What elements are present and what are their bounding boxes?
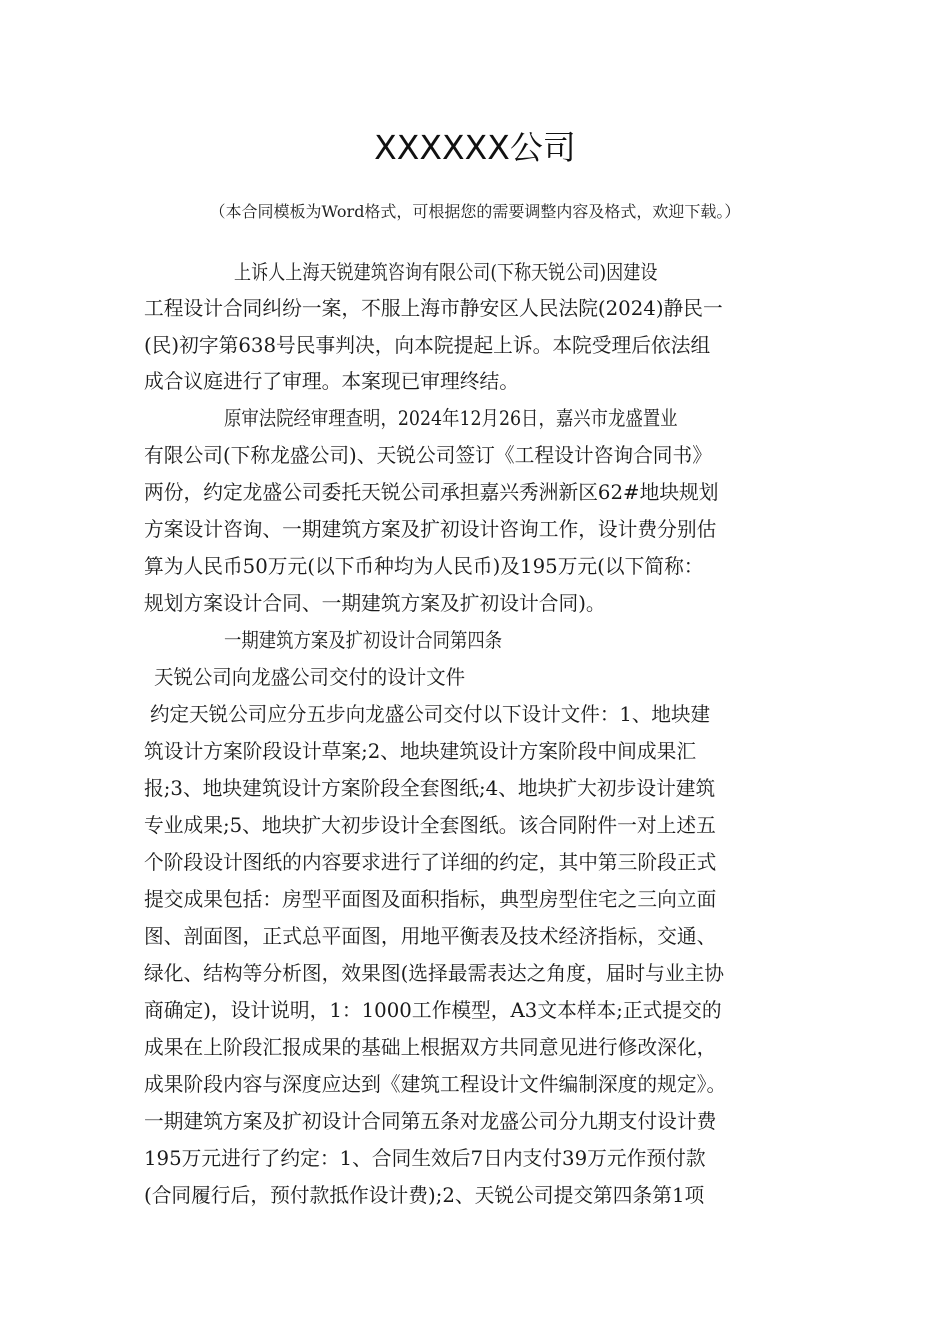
body-line: 成果在上阶段汇报成果的基础上根据双方共同意见进行修改深化， [144, 1035, 717, 1059]
body-line: 图、剖面图，正式总平面图，用地平衡表及技术经济指标，交通、 [144, 924, 717, 948]
body-line: 专业成果;5、地块扩大初步设计全套图纸。该合同附件一对上述五 [144, 813, 716, 837]
body-line: 有限公司(下称龙盛公司)、天锐公司签订《工程设计咨询合同书》 [144, 443, 713, 467]
body-line: 提交成果包括：房型平面图及面积指标，典型房型住宅之三向立面 [144, 887, 717, 911]
body-line: 上诉人上海天锐建筑咨询有限公司(下称天锐公司)因建设 [234, 260, 658, 284]
body-line: 一期建筑方案及扩初设计合同第四条 [224, 628, 503, 652]
body-line: (民)初字第638号民事判决，向本院提起上诉。本院受理后依法组 [144, 333, 711, 357]
body-line: 原审法院经审理查明，2024年12月26日，嘉兴市龙盛置业 [224, 406, 678, 430]
body-line: 个阶段设计图纸的内容要求进行了详细的约定，其中第三阶段正式 [144, 850, 717, 874]
body-line: 筑设计方案阶段设计草案;2、地块建筑设计方案阶段中间成果汇 [144, 739, 697, 763]
body-line: 两份，约定龙盛公司委托天锐公司承担嘉兴秀洲新区62#地块规划 [144, 480, 719, 504]
body-line: 工程设计合同纠纷一案，不服上海市静安区人民法院(2024)静民一 [144, 296, 723, 320]
document-title: XXXXXX公司 [374, 128, 576, 167]
body-line: 成果阶段内容与深度应达到《建筑工程设计文件编制深度的规定》。 [144, 1072, 727, 1096]
body-line: 商确定)，设计说明，1：1000工作模型，A3文本样本;正式提交的 [144, 998, 722, 1022]
body-line: 规划方案设计合同、一期建筑方案及扩初设计合同)。 [144, 591, 606, 615]
template-note: （本合同模板为Word格式，可根据您的需要调整内容及格式，欢迎下载。） [209, 202, 741, 221]
body-line: 195万元进行了约定：1、合同生效后7日内支付39万元作预付款 [144, 1146, 706, 1170]
body-line: (合同履行后，预付款抵作设计费);2、天锐公司提交第四条第1项 [144, 1183, 705, 1207]
body-line: 算为人民币50万元(以下币种均为人民币)及195万元(以下简称： [144, 554, 704, 578]
body-line: 绿化、结构等分析图，效果图(选择最需表达之角度，届时与业主协 [144, 961, 725, 985]
body-line: 一期建筑方案及扩初设计合同第五条对龙盛公司分九期支付设计费 [144, 1109, 717, 1133]
body-line: 报;3、地块建筑设计方案阶段全套图纸;4、地块扩大初步设计建筑 [144, 776, 716, 800]
body-line: 天锐公司向龙盛公司交付的设计文件 [154, 665, 466, 689]
body-line: 成合议庭进行了审理。本案现已审理终结。 [144, 369, 519, 393]
body-line: 方案设计咨询、一期建筑方案及扩初设计咨询工作，设计费分别估 [144, 517, 717, 541]
body-line: 约定天锐公司应分五步向龙盛公司交付以下设计文件：1、地块建 [150, 702, 711, 726]
